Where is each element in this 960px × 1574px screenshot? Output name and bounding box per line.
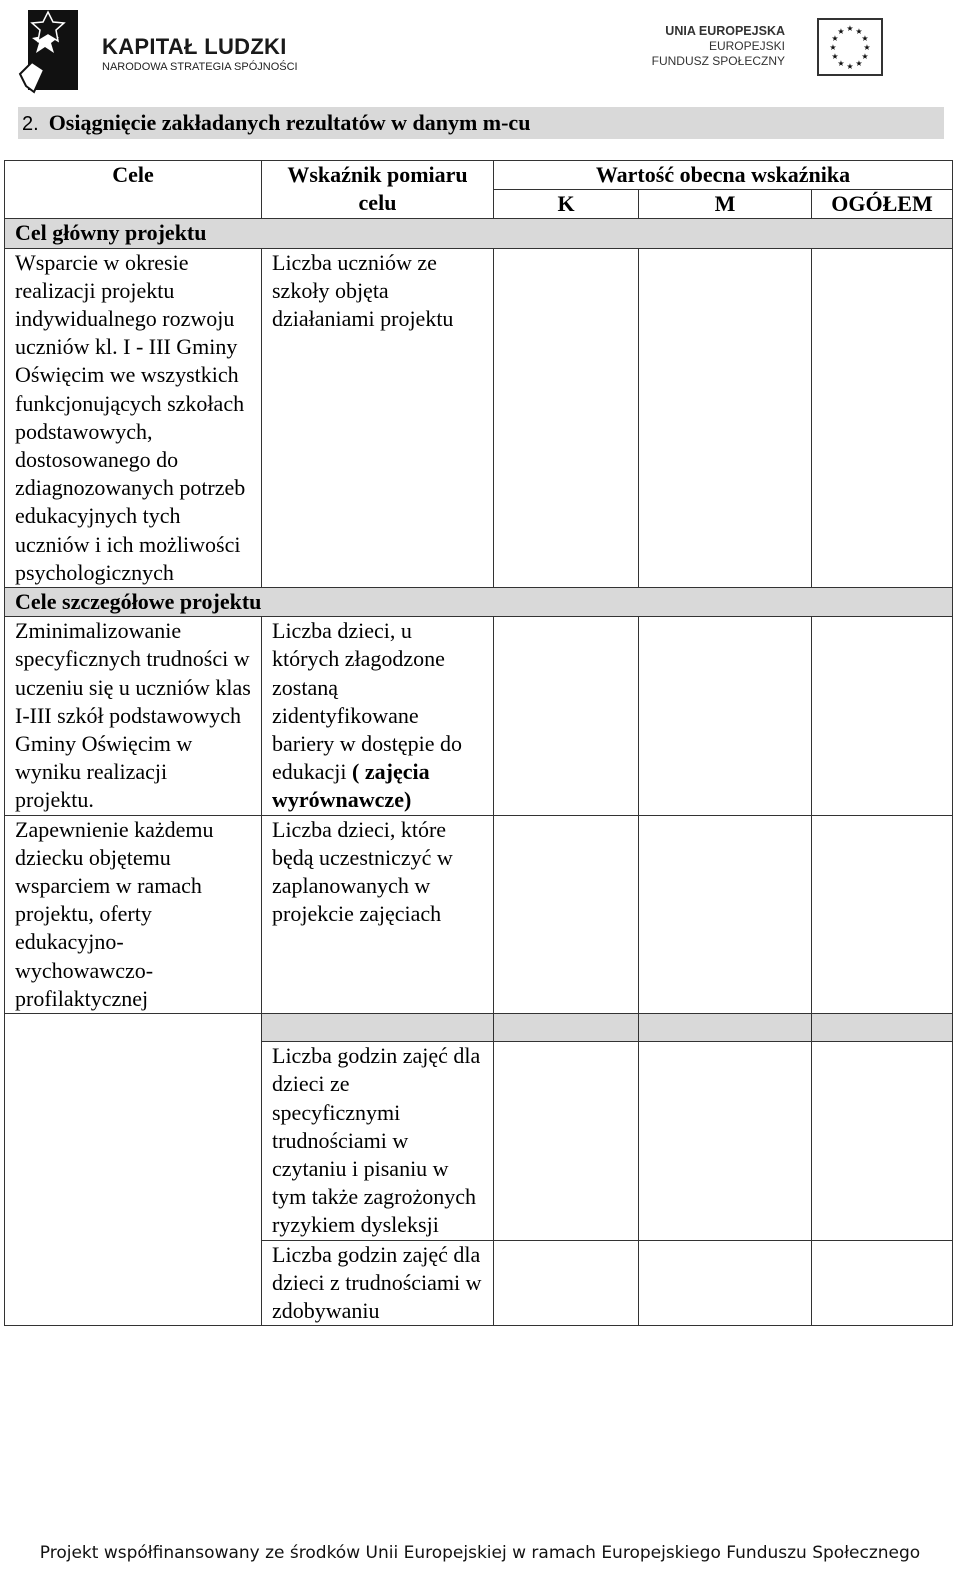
value-cell-total[interactable] — [812, 617, 953, 815]
specific-goal-text: Zapewnienie każdemu dziecku objętemu wsparciem w ramach projektu, oferty edukacyjno-wychowawczo-profilaktycznej — [5, 815, 262, 1013]
svg-text:★: ★ — [837, 59, 845, 68]
value-cell-m[interactable] — [639, 815, 812, 1013]
svg-text:★: ★ — [861, 34, 869, 43]
empty-band-cell — [812, 1014, 953, 1042]
col-header-m: M — [639, 190, 812, 219]
section-heading — [18, 107, 944, 139]
specific-goal-indicator: Liczba dzieci, które będą uczestniczyć w zaplanowanych w projekcie zajęciach — [262, 815, 494, 1013]
section-title: Osiągnięcie zakładanych rezultatów w danym m-cu — [48, 110, 531, 135]
section-number: 2. — [22, 113, 39, 135]
value-cell-total[interactable] — [812, 815, 953, 1013]
specific-goal-indicator — [262, 617, 494, 815]
eu-logo — [640, 18, 885, 78]
specific-goals-band-row — [5, 588, 953, 617]
logo-subtitle: NARODOWA STRATEGIA SPÓJNOŚCI — [102, 61, 298, 73]
eu-line-3: FUNDUSZ SPOŁECZNY — [651, 54, 785, 68]
empty-goal-cell — [5, 1014, 262, 1326]
main-goal-indicator: Liczba uczniów ze szkoły objęta działaniami projektu — [262, 248, 494, 587]
page-footer: Projekt współfinansowany ze środków Unii Europejskiej w ramach Europejskiego Funduszu Społecznego — [39, 1543, 921, 1563]
value-cell-k[interactable] — [494, 1042, 639, 1240]
col-header-indicator: Wskaźnik pomiaru celu — [262, 161, 494, 219]
svg-text:★: ★ — [846, 24, 854, 33]
empty-band-cell — [262, 1014, 494, 1042]
value-cell-k[interactable] — [494, 815, 639, 1013]
col-header-total: OGÓŁEM — [812, 190, 953, 219]
eu-line-2: EUROPEJSKI — [708, 39, 785, 53]
value-cell-total[interactable] — [812, 248, 953, 587]
specific-goal-text: Zminimalizowanie specyficznych trudności w uczeniu się u uczniów klas I-III szkół podstawowych Gminy Oświęcim w wyniku realizacji projektu. — [5, 617, 262, 815]
extra-indicator-text: Liczba godzin zajęć dla dzieci ze specyficznymi trudnościami w czytaniu i pisaniu w tym także zagrożonych ryzykiem dysleksji — [262, 1042, 494, 1240]
svg-text:★: ★ — [855, 27, 863, 36]
indicator-bold-text: ( zajęcia wyrównawcze) — [272, 759, 430, 813]
extra-indicator-text: Liczba godzin zajęć dla dzieci z trudnościami w zdobywaniu — [262, 1240, 494, 1326]
svg-text:★: ★ — [861, 52, 869, 61]
value-cell-k[interactable] — [494, 248, 639, 587]
empty-band-row — [5, 1014, 953, 1042]
main-goal-row — [5, 248, 953, 587]
col-header-current-value: Wartość obecna wskaźnika — [494, 161, 953, 190]
col-header-goals: Cele — [5, 161, 262, 219]
value-cell-m[interactable] — [639, 248, 812, 587]
eu-logo-text — [652, 24, 785, 69]
empty-band-cell — [494, 1014, 639, 1042]
header-row — [5, 161, 953, 190]
svg-text:★: ★ — [837, 27, 845, 36]
logo-title: KAPITAŁ LUDZKI — [102, 34, 287, 59]
value-cell-m[interactable] — [639, 1042, 812, 1240]
eu-line-1: UNIA EUROPEJSKA — [665, 24, 785, 38]
value-cell-total[interactable] — [812, 1240, 953, 1326]
svg-text:★: ★ — [829, 43, 837, 52]
specific-goal-row — [5, 617, 953, 815]
specific-goal-row — [5, 815, 953, 1013]
main-goal-band: Cel główny projektu — [5, 219, 953, 248]
value-cell-m[interactable] — [639, 1240, 812, 1326]
main-goal-band-row — [5, 219, 953, 248]
kapital-ludzki-logo — [18, 4, 318, 94]
svg-text:★: ★ — [831, 52, 839, 61]
value-cell-m[interactable] — [639, 617, 812, 815]
svg-text:★: ★ — [831, 34, 839, 43]
eu-flag-icon — [817, 18, 883, 76]
empty-band-cell — [639, 1014, 812, 1042]
value-cell-k[interactable] — [494, 617, 639, 815]
svg-text:★: ★ — [855, 59, 863, 68]
indicator-text: Liczba dzieci, u których złagodzone zostaną zidentyfikowane bariery w dostępie do edukacji — [272, 618, 462, 785]
kapital-ludzki-star-icon — [18, 4, 80, 94]
value-cell-k[interactable] — [494, 1240, 639, 1326]
value-cell-total[interactable] — [812, 1042, 953, 1240]
svg-text:★: ★ — [863, 43, 871, 52]
results-table — [4, 160, 953, 1326]
svg-text:★: ★ — [846, 62, 854, 71]
col-header-k: K — [494, 190, 639, 219]
specific-goals-band: Cele szczegółowe projektu — [5, 588, 953, 617]
main-goal-text: Wsparcie w okresie realizacji projektu indywidualnego rozwoju uczniów kl. I - III Gminy Oświęcim we wszystkich funkcjonujących szkołach podstawowych, dostosowanego do zdiagnozowanych potrzeb edukacyjnych tych uczniów i ich możliwości psychologicznych — [5, 248, 262, 587]
